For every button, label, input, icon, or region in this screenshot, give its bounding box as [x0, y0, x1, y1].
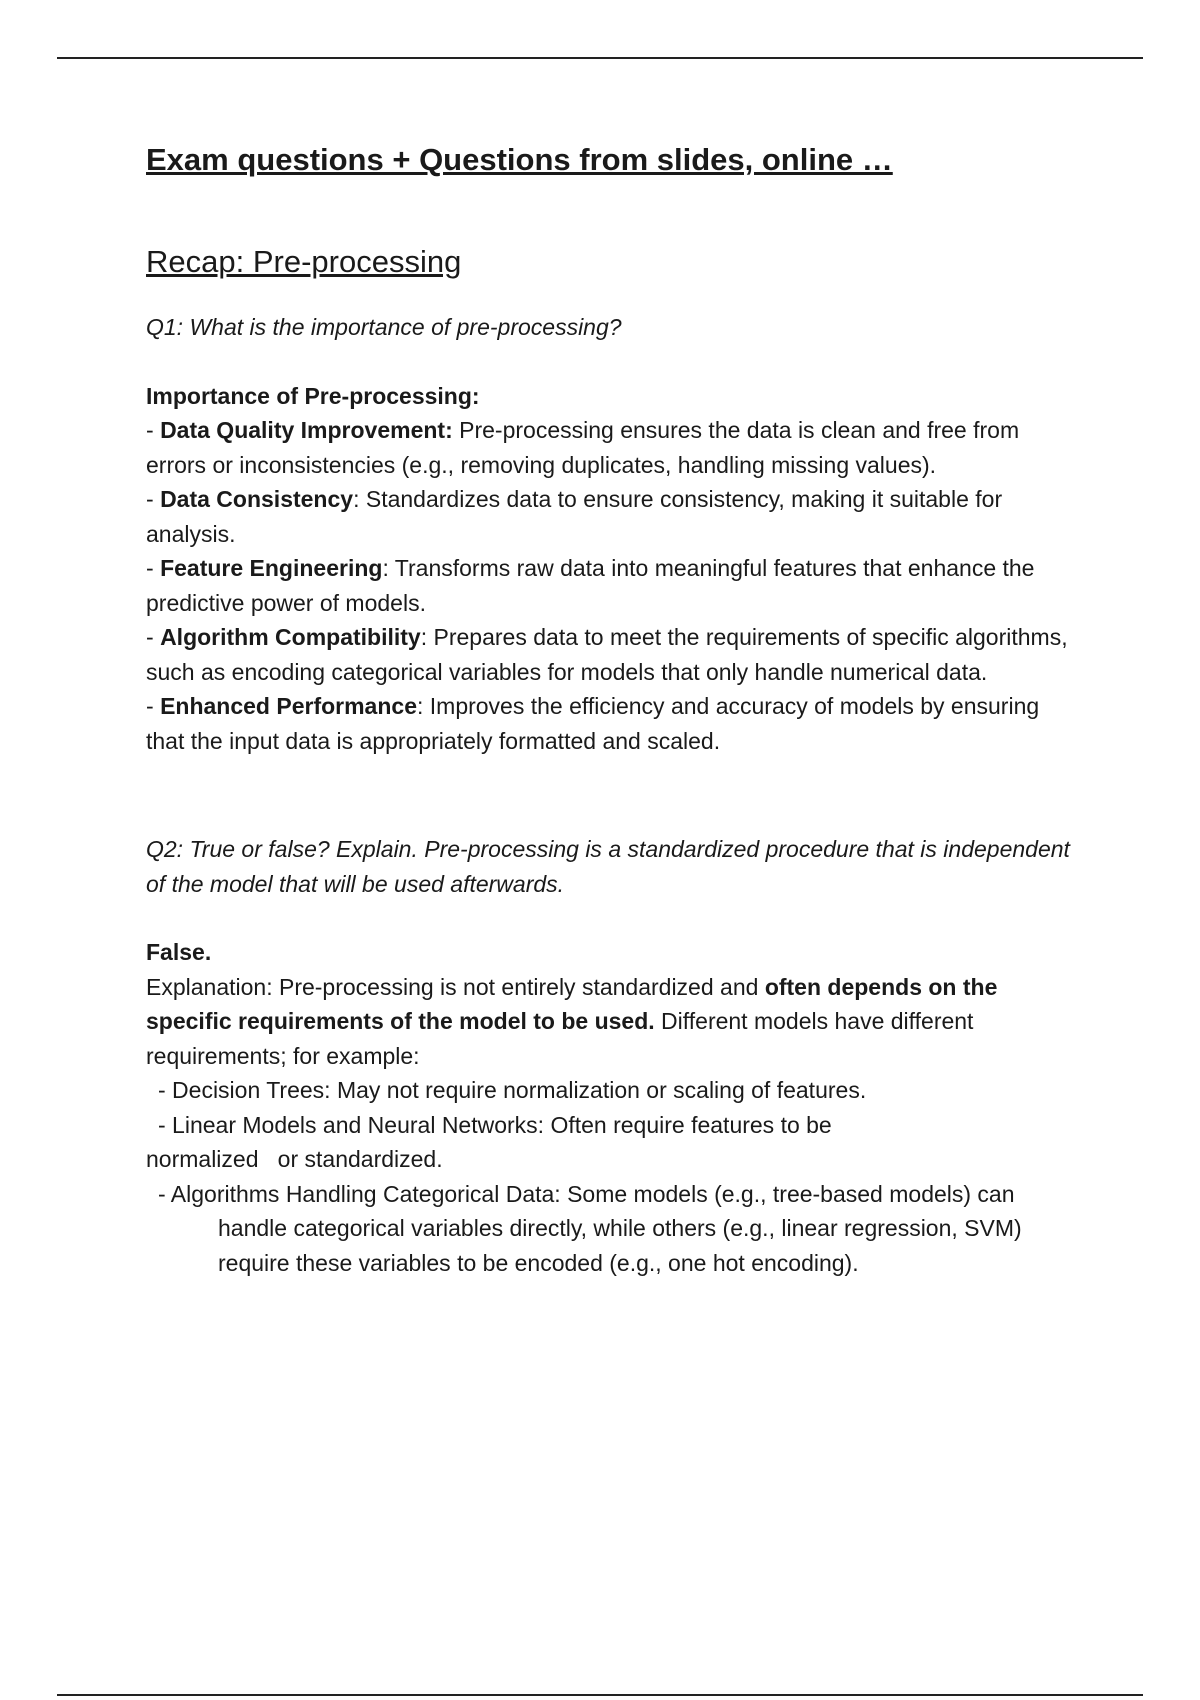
bullet-algorithm-compatibility: [146, 620, 1076, 689]
bullet-prefix: -: [146, 555, 161, 581]
document-title: Exam questions + Questions from slides, online …: [146, 142, 893, 177]
bullet-text: Pre-processing ensures the data is clean and free from errors or inconsistencies (e.g., removing duplicates, handling missing values).: [146, 417, 1020, 478]
bullet-term: Feature Engineering: [160, 555, 383, 581]
q2-answer-title: False.: [146, 939, 212, 965]
top-rule: [57, 57, 1143, 59]
bullet-term: Data Quality Improvement:: [160, 417, 453, 443]
bullet-data-consistency: [146, 482, 1076, 551]
bullet-prefix: -: [146, 417, 161, 443]
bullet-data-quality: [146, 413, 1076, 482]
document-body: [146, 140, 1076, 1280]
explanation-bold: often depends on the specific requirements of the model to be used.: [146, 973, 998, 1034]
bottom-rule: [57, 1694, 1143, 1696]
bullet-prefix: -: [146, 486, 161, 512]
bullet-term: Algorithm Compatibility: [160, 624, 421, 650]
q2-explanation: [146, 970, 1076, 1074]
bullet-enhanced-performance: [146, 689, 1076, 758]
sub-bullet-linear-models-wrap: normalized or standardized.: [146, 1146, 443, 1172]
explanation-end: Different models have different requirements; for example:: [146, 1008, 974, 1069]
question-1: Q1: What is the importance of pre-processing?: [146, 314, 622, 340]
bullet-term: Data Consistency: [160, 486, 354, 512]
bullet-text: : Transforms raw data into meaningful features that enhance the predictive power of models.: [146, 555, 1035, 616]
section-heading: Recap: Pre-processing: [146, 244, 462, 279]
bullet-text: : Standardizes data to ensure consistency, making it suitable for analysis.: [146, 486, 1003, 547]
bullet-text: : Improves the efficiency and accuracy of models by ensuring that the input data is appropriately formatted and scaled.: [146, 693, 1040, 754]
bullet-prefix: -: [146, 624, 161, 650]
q1-answer-title: Importance of Pre-processing:: [146, 382, 480, 409]
question-2: Q2: True or false? Explain. Pre-processing is a standardized procedure that is independent of the model that will be used afterwards.: [146, 836, 1070, 897]
bullet-term: Enhanced Performance: [160, 693, 417, 719]
sub-bullet-linear-models: - Linear Models and Neural Networks: Often require features to be: [158, 1111, 832, 1138]
explanation-start: Explanation: Pre-processing is not entirely standardized and: [146, 973, 765, 1000]
sub-bullet-decision-trees: - Decision Trees: May not require normalization or scaling of features.: [158, 1077, 867, 1103]
sub-bullet-categorical: - Algorithms Handling Categorical Data: Some models (e.g., tree-based models) can handle categorical variables directly, while others (e.g., linear regression, SVM) require these variables to be encoded (e.g., one hot encoding).: [158, 1180, 1022, 1276]
bullet-feature-engineering: [146, 551, 1076, 620]
bullet-prefix: -: [146, 693, 161, 719]
bullet-text: : Prepares data to meet the requirements of specific algorithms, such as encoding categorical variables for models that only handle numerical data.: [146, 624, 1068, 685]
